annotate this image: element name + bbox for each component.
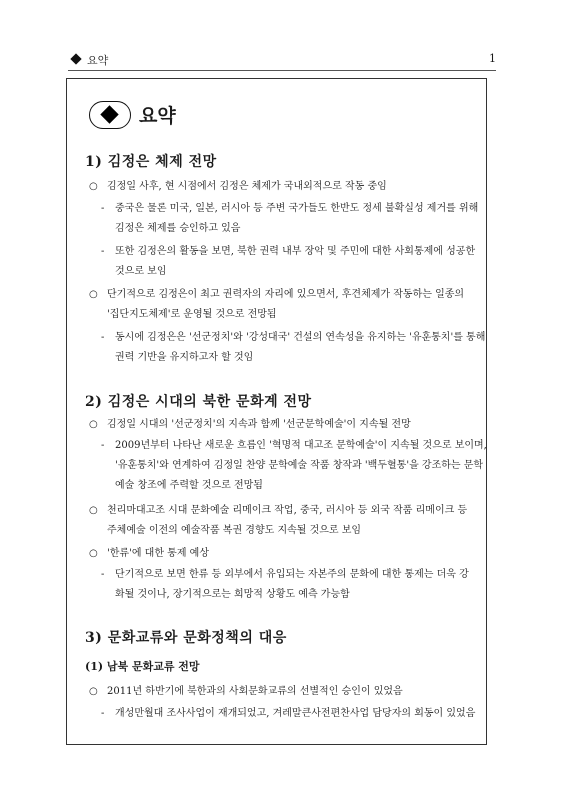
item-line: 천리마대고조 시대 문화예술 리메이크 작업, 중국, 러시아 등 외국 작품 리메이크 등	[107, 505, 468, 516]
item-line: 개성만월대 조사사업이 재개되었고, 겨레말큰사전편찬사업 담당자의 회동이 있었음	[115, 708, 476, 719]
item-line: 2011년 하반기에 북한과의 사회문화교류의 선별적인 승인이 있었음	[107, 686, 403, 697]
header-section-label: 요약	[87, 54, 109, 67]
dash-bullet: -	[101, 203, 105, 214]
dash-bullet: -	[101, 332, 105, 343]
item-line: 2009년부터 나타난 새로운 흐름인 '혁명적 대고조 문학예술'이 지속될 것으로 보이며,	[115, 440, 487, 451]
section-heading: 3) 문화교류와 문화정책의 대응	[85, 630, 287, 646]
running-header	[68, 52, 496, 71]
subsection-heading: (1) 남북 문화교류 전망	[85, 660, 200, 673]
item-line: 단기적으로 보면 한류 등 외부에서 유입되는 자본주의 문화에 대한 통제는 더욱 강	[115, 569, 469, 580]
circle-bullet: ○	[89, 505, 98, 516]
page-title: 요약	[139, 105, 176, 127]
item-line: '한류'에 대한 통제 예상	[107, 548, 209, 559]
diamond-icon	[100, 105, 118, 123]
item-line: 주체예술 이전의 예술작품 복권 경향도 지속될 것으로 보임	[107, 525, 362, 536]
circle-bullet: ○	[89, 289, 98, 300]
page-number: 1	[489, 52, 496, 65]
item-line: 화될 것이나, 장기적으로는 희망적 상황도 예측 가능함	[115, 589, 350, 600]
diamond-icon	[70, 53, 81, 64]
summary-frame	[66, 78, 487, 745]
circle-bullet: ○	[89, 686, 98, 697]
item-line: '집단지도체제'로 운영될 것으로 전망됨	[107, 309, 277, 320]
item-line: 김정은 체제를 승인하고 있음	[115, 223, 241, 234]
circle-bullet: ○	[89, 419, 98, 430]
item-line: 김정일 시대의 '선군정치'의 지속과 함께 '선군문학예술'이 지속될 전망	[107, 419, 411, 430]
item-line: '유훈통치'와 연계하여 김정일 찬양 문학예술 작품 창작과 '백두혈통'을 강조하는 문학	[115, 460, 484, 471]
section-heading: 2) 김정은 시대의 북한 문화계 전망	[85, 394, 312, 410]
item-line: 중국은 물론 미국, 일본, 러시아 등 주변 국가들도 한반도 정세 불확실성 제거를 위해	[115, 203, 479, 214]
title-badge	[89, 101, 131, 129]
dash-bullet: -	[101, 440, 105, 451]
section-heading: 1) 김정은 체제 전망	[85, 154, 217, 170]
item-line: 것으로 보임	[115, 266, 167, 277]
item-line: 또한 김정은의 활동을 보면, 북한 권력 내부 장악 및 주민에 대한 사회통제에 성공한	[115, 246, 476, 257]
dash-bullet: -	[101, 569, 105, 580]
dash-bullet: -	[101, 708, 105, 719]
item-line: 권력 기반을 유지하고자 할 것임	[115, 352, 254, 363]
item-line: 예술 창조에 주력할 것으로 전망됨	[115, 480, 263, 491]
item-line: 동시에 김정은은 '선군정치'와 '강성대국' 건설의 연속성을 유지하는 '유훈통치'를 통해	[115, 332, 486, 343]
item-line: 김정일 사후, 현 시점에서 김정은 체제가 국내외적으로 작동 중임	[107, 181, 387, 192]
circle-bullet: ○	[89, 548, 98, 559]
item-line: 단기적으로 김정은이 최고 권력자의 자리에 있으면서, 후견체제가 작동하는 일종의	[107, 289, 465, 300]
dash-bullet: -	[101, 246, 105, 257]
circle-bullet: ○	[89, 181, 98, 192]
